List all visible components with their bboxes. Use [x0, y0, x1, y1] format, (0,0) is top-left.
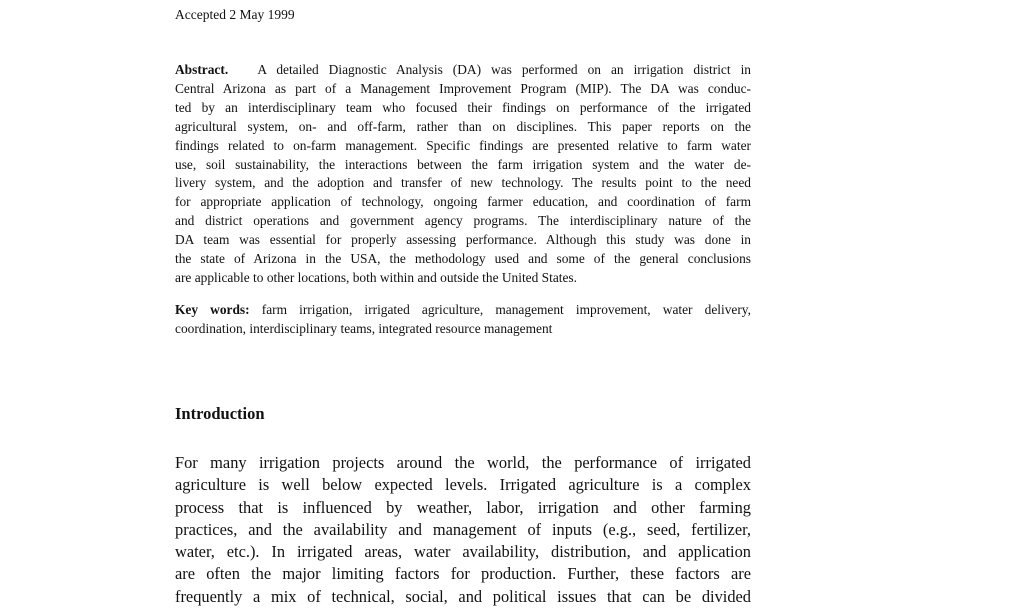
- abstract-line: findings related to on-farm management. Specific findings are presented relative to farm water: [175, 137, 751, 153]
- body-line: are often the major limiting factors for production. Further, these factors are: [175, 564, 751, 584]
- abstract-line: livery system, and the adoption and transfer of new technology. The results point to the need: [175, 175, 751, 191]
- accepted-date: Accepted 2 May 1999: [175, 7, 295, 22]
- keywords-line: Key words: farm irrigation, irrigated agriculture, management improvement, water delivery,: [175, 302, 751, 317]
- abstract: [175, 61, 751, 288]
- abstract-label: Abstract.: [175, 62, 229, 77]
- body-line: practices, and the availability and management of inputs (e.g., seed, fertilizer,: [175, 519, 751, 539]
- body-line: frequently a mix of technical, social, and political issues that can be divided: [175, 586, 751, 606]
- section-heading: Introduction: [175, 404, 265, 423]
- introduction-body: [175, 452, 751, 608]
- abstract-line: agricultural system, on- and off-farm, rather than on disciplines. This paper reports on the: [175, 118, 751, 134]
- abstract-line: the state of Arizona in the USA, the methodology used and some of the general conclusions: [175, 251, 751, 267]
- abstract-line: use, soil sustainability, the interactions between the farm irrigation system and the water de-: [175, 156, 751, 172]
- keywords-line: coordination, interdisciplinary teams, integrated resource management: [175, 320, 553, 336]
- abstract-line: and district operations and government agency programs. The interdisciplinary nature of the: [175, 213, 751, 229]
- body-line: water, etc.). In irrigated areas, water availability, distribution, and application: [175, 542, 751, 562]
- body-line: process that is influenced by weather, labor, irrigation and other farming: [175, 497, 751, 517]
- keywords: [175, 301, 751, 339]
- body-line: agriculture is well below expected levels. Irrigated agriculture is a complex: [175, 475, 751, 495]
- keywords-label: Key words:: [175, 302, 250, 317]
- abstract-line: DA team was essential for properly assessing performance. Although this study was done in: [175, 232, 751, 248]
- abstract-line: for appropriate application of technology, ongoing farmer education, and coordination of farm: [175, 194, 751, 210]
- abstract-line: Central Arizona as part of a Management Improvement Program (MIP). The DA was conduc-: [175, 80, 751, 96]
- abstract-line: are applicable to other locations, both within and outside the United States.: [175, 269, 577, 285]
- abstract-line: Abstract. A detailed Diagnostic Analysis (DA) was performed on an irrigation district in: [175, 62, 751, 77]
- body-line: For many irrigation projects around the world, the performance of irrigated: [175, 453, 751, 472]
- abstract-line: ted by an interdisciplinary team who focused their findings on performance of the irrigated: [175, 99, 751, 115]
